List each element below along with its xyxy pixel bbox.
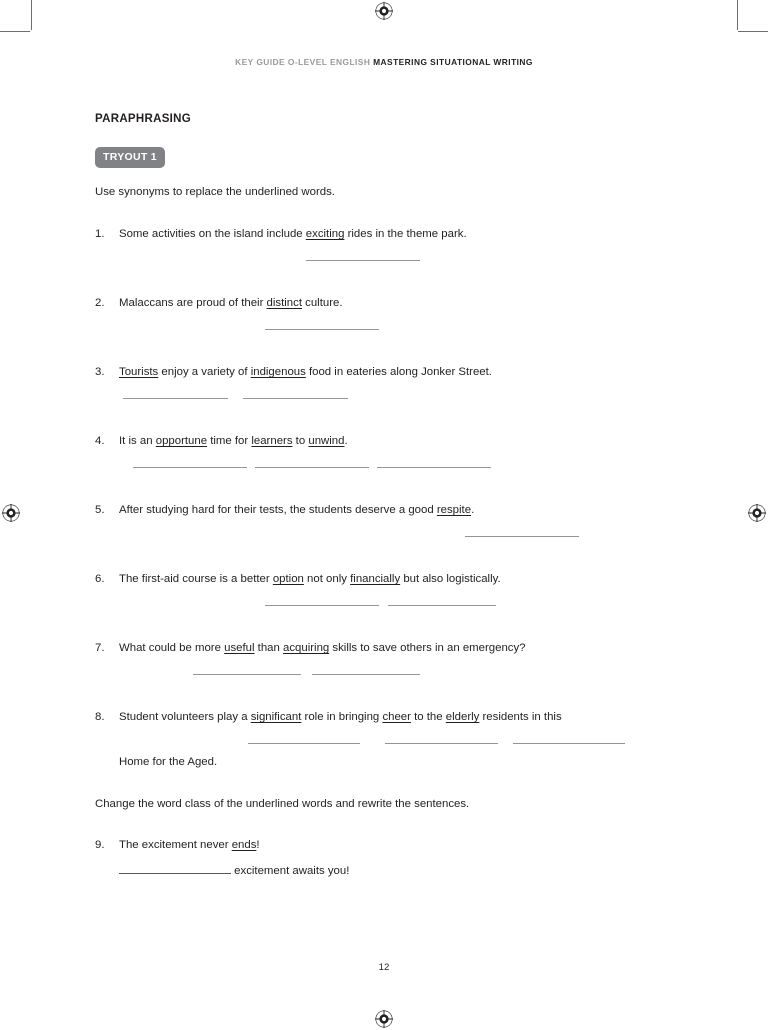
question-number: 8.	[95, 711, 105, 724]
question-continuation: Home for the Aged.	[119, 756, 218, 769]
question-text: Some activities on the island include exciting rides in the theme park.	[119, 228, 467, 241]
worksheet-content	[95, 113, 675, 883]
answer-blank[interactable]	[513, 743, 625, 744]
answer-blank[interactable]	[119, 862, 231, 874]
registration-target-top	[375, 2, 393, 20]
question-text: The excitement never ends!	[119, 838, 260, 851]
question-number: 6.	[95, 573, 105, 586]
question-number: 5.	[95, 504, 105, 517]
running-header	[0, 57, 768, 67]
answer-blank[interactable]	[312, 674, 420, 675]
question-item	[95, 296, 675, 339]
question-number: 3.	[95, 366, 105, 379]
underlined-word: useful	[224, 642, 255, 655]
underlined-word: option	[272, 573, 304, 586]
header-series-label: KEY GUIDE O-LEVEL ENGLISH	[235, 57, 371, 67]
question-text: What could be more useful than acquiring skills to save others in an emergency?	[119, 642, 526, 655]
question-text: Malaccans are proud of their distinct culture.	[119, 297, 343, 310]
underlined-word: significant	[250, 711, 302, 724]
underlined-word: cheer	[382, 711, 411, 724]
header-book-title: MASTERING SITUATIONAL WRITING	[373, 57, 533, 67]
answer-blank[interactable]	[255, 467, 369, 468]
answer-blank[interactable]	[306, 260, 420, 261]
underlined-word: indigenous	[250, 366, 306, 379]
crop-mark-top-right-vertical	[737, 0, 738, 30]
question-number: 1.	[95, 228, 105, 241]
underlined-word: unwind	[308, 435, 345, 448]
instruction-word-class: Change the word class of the underlined words and rewrite the sentences.	[95, 798, 470, 811]
answer-blank[interactable]	[243, 398, 348, 399]
underlined-word: opportune	[155, 435, 208, 448]
question-number: 2.	[95, 297, 105, 310]
registration-target-bottom	[375, 1010, 393, 1028]
registration-target-left	[2, 504, 20, 522]
underlined-word: acquiring	[283, 642, 330, 655]
page-title: PARAPHRASING	[95, 113, 192, 125]
question-number: 9.	[95, 838, 105, 851]
underlined-word: distinct	[266, 297, 302, 310]
answer-blank[interactable]	[265, 605, 379, 606]
question-text: The first-aid course is a better option not only financially but also logistically.	[119, 573, 501, 586]
answer-blank[interactable]	[388, 605, 496, 606]
question-text: It is an opportune time for learners to unwind.	[119, 435, 348, 448]
question-item	[95, 365, 675, 408]
answer-blank[interactable]	[265, 329, 379, 330]
underlined-word: ends	[231, 838, 257, 851]
underlined-word: Tourists	[119, 366, 159, 379]
answer-blank[interactable]	[377, 467, 491, 468]
answer-line-suffix: excitement awaits you!	[234, 864, 350, 877]
question-number: 7.	[95, 642, 105, 655]
crop-mark-top-left-vertical	[31, 0, 32, 30]
underlined-word: respite	[436, 504, 472, 517]
question-item	[95, 503, 675, 546]
page-number: 12	[378, 962, 390, 973]
underlined-word: elderly	[445, 711, 480, 724]
answer-blank[interactable]	[133, 467, 247, 468]
crop-mark-top-right-horizontal	[738, 31, 768, 32]
instruction-synonyms: Use synonyms to replace the underlined words.	[95, 186, 335, 198]
question-item	[95, 838, 675, 883]
crop-mark-top-left-horizontal	[0, 31, 30, 32]
answer-blank[interactable]	[193, 674, 301, 675]
answer-blank[interactable]	[385, 743, 498, 744]
question-item	[95, 572, 675, 615]
answer-blank[interactable]	[465, 536, 579, 537]
question-text: After studying hard for their tests, the students deserve a good respite.	[119, 504, 475, 517]
underlined-word: exciting	[305, 228, 345, 241]
answer-blank[interactable]	[123, 398, 228, 399]
question-text: Student volunteers play a significant role in bringing cheer to the elderly residents in this	[119, 711, 562, 724]
registration-target-right	[748, 504, 766, 522]
question-item	[95, 710, 675, 777]
underlined-word: learners	[251, 435, 293, 448]
question-item	[95, 434, 675, 477]
tryout-badge: TRYOUT 1	[95, 147, 165, 168]
question-text: Tourists enjoy a variety of indigenous food in eateries along Jonker Street.	[119, 366, 492, 379]
answer-blank[interactable]	[248, 743, 360, 744]
question-item	[95, 227, 675, 270]
question-number: 4.	[95, 435, 105, 448]
underlined-word: financially	[350, 573, 401, 586]
question-item	[95, 641, 675, 684]
